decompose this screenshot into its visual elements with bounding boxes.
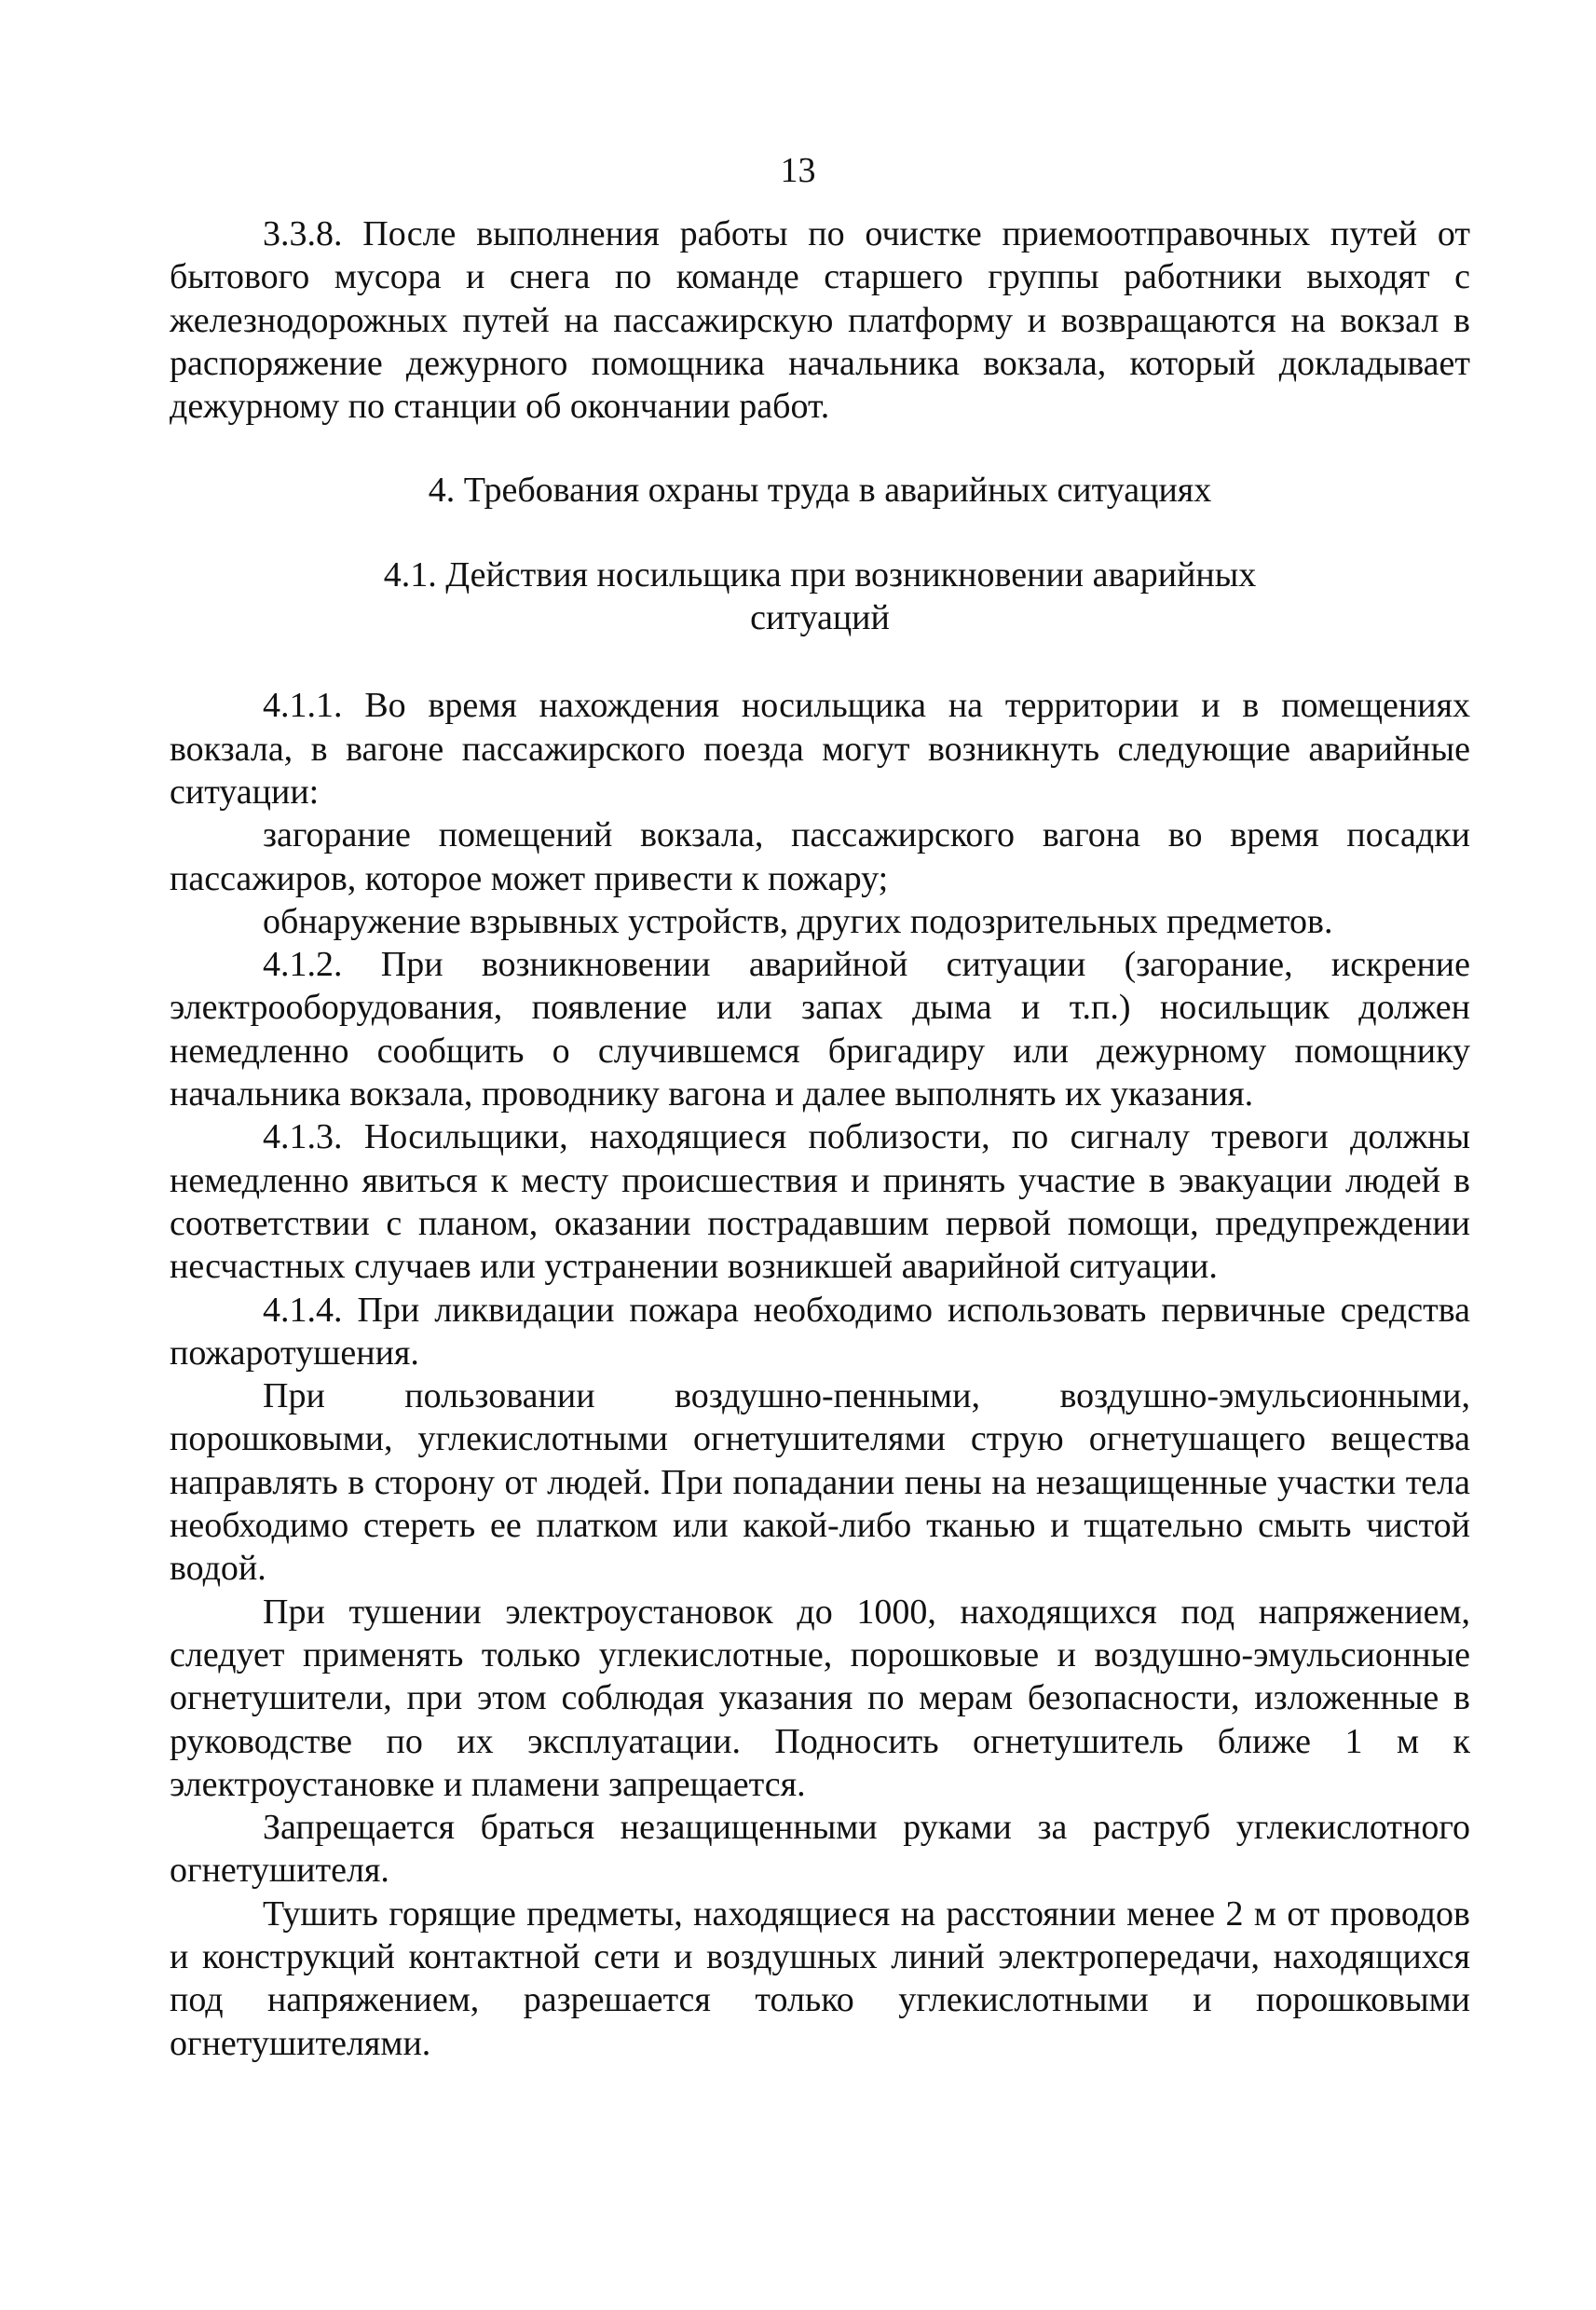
paragraph-4-1-2: 4.1.2. При возникновении аварийной ситуации (загорание, искрение электрооборудования, появление или запах дыма и т.п.) носильщик должен немедленно сообщить о случившемся бригадиру или дежурному помощнику начальника вокзала, проводнику вагона и далее выполнять их указания. — [170, 945, 1470, 1114]
paragraph-3-3-8: 3.3.8. После выполнения работы по очистке приемоотправочных путей от бытового мусора и снега по команде старшего группы работники выходят с железнодорожных путей на пассажирскую платформу и возвращаются на вокзал в распоряжение дежурного помощника начальника вокзала, который докладывает дежурному по станции об окончании работ. — [170, 214, 1470, 427]
paragraph-4-1-1: 4.1.1. Во время нахождения носильщика на территории и в помещениях вокзала, в вагоне пассажирского поезда могут возникнуть следующие аварийные ситуации: — [170, 686, 1470, 812]
paragraph-co2-horn-warning: Запрещается браться незащищенными руками за раструб углекислотного огнетушителя. — [170, 1808, 1470, 1891]
document-body — [170, 212, 1470, 2065]
section-heading: 4. Требования охраны труда в аварийных ситуациях — [428, 471, 1212, 511]
paragraph-fire-case: загорание помещений вокзала, пассажирского вагона во время посадки пассажиров, которое может привести к пожару; — [170, 815, 1470, 898]
paragraph-extinguisher-usage: При пользовании воздушно-пенными, воздушно-эмульсионными, порошковыми, углекислотными огнетушителями струю огнетушащего вещества направлять в сторону от людей. При попадании пены на незащищенные участки тела необходимо стереть ее платком или какой-либо тканью и тщательно смыть чистой водой. — [170, 1376, 1470, 1589]
paragraph-contact-network: Тушить горящие предметы, находящиеся на расстоянии менее 2 м от проводов и конструкций контактной сети и воздушных линий электропередачи, находящихся под напряжением, разрешается только углекислотными и порошковыми огнетушителями. — [170, 1893, 1470, 2063]
paragraph-4-1-4: 4.1.4. При ликвидации пожара необходимо использовать первичные средства пожаротушения. — [170, 1290, 1470, 1373]
page-number: 13 — [780, 151, 816, 190]
paragraph-4-1-3: 4.1.3. Носильщики, находящиеся поблизости, по сигналу тревоги должны немедленно явиться к месту происшествия и принять участие в эвакуации людей в соответствии с планом, оказании пострадавшим первой помощи, предупреждении несчастных случаев или устранении возникшей аварийной ситуации. — [170, 1117, 1470, 1287]
paragraph-electrical-extinguishing: При тушении электроустановок до 1000, находящихся под напряжением, следует применять только углекислотные, порошковые и воздушно-эмульсионные огнетушители, при этом соблюдая указания по мерам безопасности, изложенные в руководстве по их эксплуатации. Подносить огнетушитель ближе 1 м к электроустановке и пламени запрещается. — [170, 1592, 1470, 1804]
subsection-heading: 4.1. Действия носильщика при возникновении аварийных ситуаций — [383, 554, 1257, 638]
paragraph-explosive-case: обнаружение взрывных устройств, других подозрительных предметов. — [263, 901, 1333, 941]
